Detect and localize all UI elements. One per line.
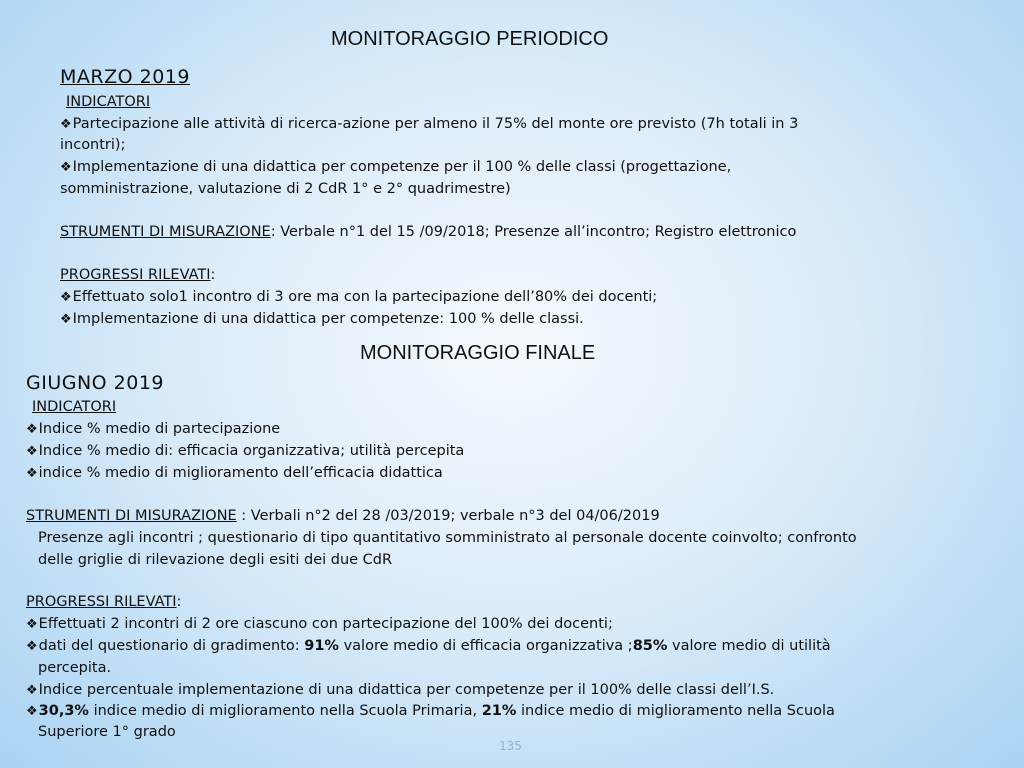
periodico-progressi-label: PROGRESSI RILEVATI	[60, 267, 211, 283]
periodico-strumenti	[60, 222, 796, 244]
periodico-progress-2: ❖Implementazione di una didattica per competenze: 100 % delle classi.	[60, 311, 584, 327]
periodico-progress-1: ❖Effettuato solo1 incontro di 3 ore ma con la partecipazione dell’80% dei docenti;	[60, 289, 658, 305]
periodico-indicator-1-cont: incontri);	[60, 137, 126, 153]
diamond-bullet-icon: ❖	[26, 683, 38, 698]
finale-strumenti-label: STRUMENTI DI MISURAZIONE	[26, 508, 237, 524]
periodico-title: MONITORAGGIO PERIODICO	[331, 28, 609, 50]
periodico-indicator-1: ❖Partecipazione alle attività di ricerca-azione per almeno il 75% del monte ore previsto (7h totali in 3	[60, 116, 799, 132]
finale-progress-1: ❖Effettuati 2 incontri di 2 ore ciascuno con partecipazione del 100% dei docenti;	[26, 616, 613, 632]
finale-progress-4-cont: Superiore 1° grado	[38, 724, 176, 740]
finale-strumenti	[26, 506, 660, 528]
finale-progressi-label: PROGRESSI RILEVATI	[26, 594, 177, 610]
diamond-bullet-icon: ❖	[60, 117, 72, 132]
periodico-progressi-heading: PROGRESSI RILEVATI:	[60, 267, 216, 283]
page-number: 135	[499, 739, 522, 753]
finale-indicator-2: ❖Indice % medio di: efficacia organizzativa; utilità percepita	[26, 443, 465, 459]
periodico-strumenti-label: STRUMENTI DI MISURAZIONE	[60, 224, 271, 240]
diamond-bullet-icon: ❖	[26, 639, 38, 654]
finale-title: MONITORAGGIO FINALE	[360, 342, 596, 364]
finale-progressi-heading: PROGRESSI RILEVATI:	[26, 594, 182, 610]
periodico-month: MARZO 2019	[60, 66, 190, 88]
periodico-strumenti-text: : Verbale n°1 del 15 /09/2018; Presenze all’incontro; Registro elettronico	[270, 224, 797, 240]
finale-strumenti-line-3: delle griglie di rilevazione degli esiti dei due CdR	[38, 552, 393, 568]
finale-progress-3: ❖Indice percentuale implementazione di una didattica per competenze per il 100% delle classi dell’I.S.	[26, 682, 775, 698]
finale-progress-2-cont: percepita.	[38, 660, 112, 676]
diamond-bullet-icon: ❖	[26, 704, 38, 719]
diamond-bullet-icon: ❖	[26, 617, 38, 632]
finale-indicator-1: ❖Indice % medio di partecipazione	[26, 421, 281, 437]
diamond-bullet-icon: ❖	[26, 444, 38, 459]
periodico-indicator-2-cont: somministrazione, valutazione di 2 CdR 1° e 2° quadrimestre)	[60, 181, 511, 197]
finale-indicatori-label: INDICATORI	[32, 399, 117, 415]
finale-progress-4: ❖30,3% indice medio di miglioramento nella Scuola Primaria, 21% indice medio di miglioramento nella Scuola	[26, 703, 835, 719]
finale-strumenti-text: : Verbali n°2 del 28 /03/2019; verbale n°3 del 04/06/2019	[236, 508, 660, 524]
finale-strumenti-line-2: Presenze agli incontri ; questionario di tipo quantitativo somministrato al personale docente coinvolto; confronto	[38, 530, 857, 546]
diamond-bullet-icon: ❖	[60, 160, 72, 175]
periodico-indicator-2: ❖Implementazione di una didattica per competenze per il 100 % delle classi (progettazione,	[60, 159, 732, 175]
finale-progress-2: ❖dati del questionario di gradimento: 91% valore medio di efficacia organizzativa ;85% valore medio di utilità	[26, 638, 831, 654]
diamond-bullet-icon: ❖	[26, 422, 38, 437]
finale-indicator-3: ❖indice % medio di miglioramento dell’efficacia didattica	[26, 465, 443, 481]
periodico-indicatori-label: INDICATORI	[66, 94, 151, 110]
diamond-bullet-icon: ❖	[26, 466, 38, 481]
diamond-bullet-icon: ❖	[60, 290, 72, 305]
diamond-bullet-icon: ❖	[60, 312, 72, 327]
finale-month: GIUGNO 2019	[26, 372, 165, 394]
